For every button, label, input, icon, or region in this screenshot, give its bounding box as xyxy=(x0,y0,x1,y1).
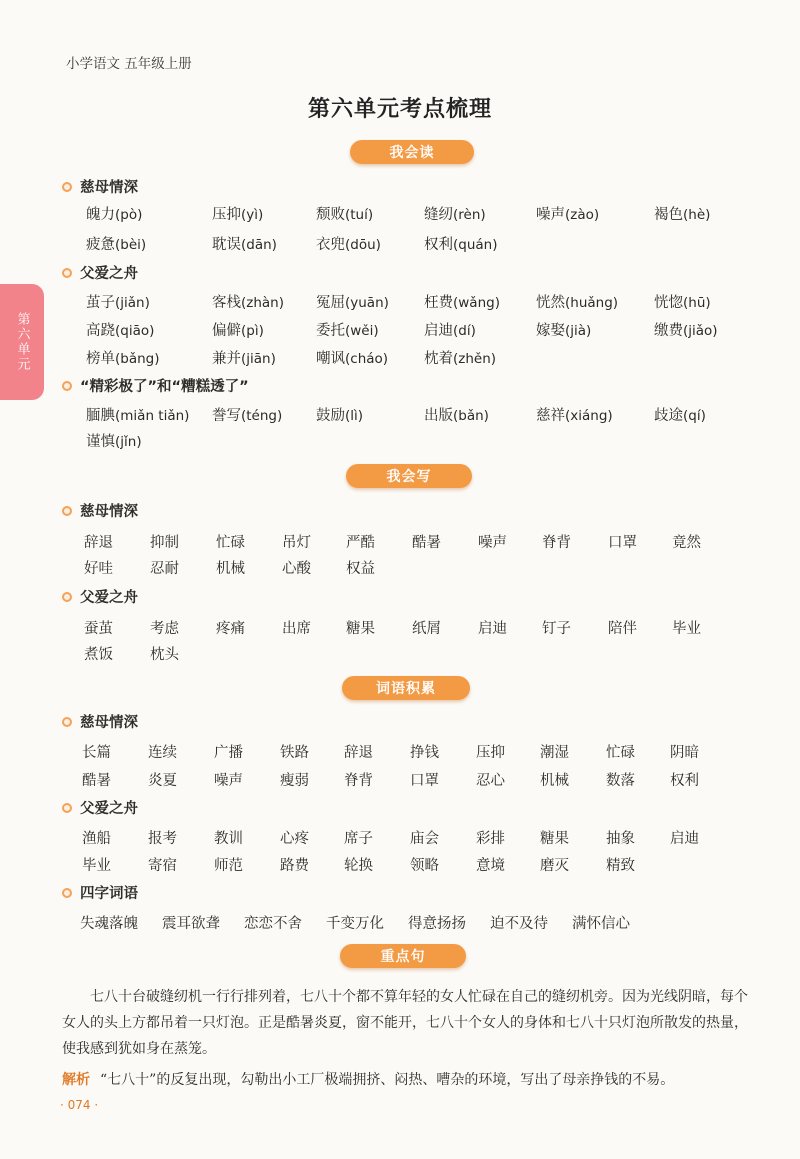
read-word-text: 疲惫 xyxy=(86,237,115,253)
read-word-text: 榜单 xyxy=(86,351,115,367)
read-word-text: 兼并 xyxy=(212,351,241,367)
read-word-text: 启迪 xyxy=(424,323,453,339)
write-word: 心酸 xyxy=(282,561,311,577)
vocab-word: 酷暑 xyxy=(82,773,111,789)
read-word-pinyin: (wǎng) xyxy=(453,295,500,311)
read-word-pinyin: (lì) xyxy=(345,408,364,424)
read-word xyxy=(86,347,160,368)
write-word: 枕头 xyxy=(150,647,179,663)
read-word xyxy=(212,404,282,425)
read-word xyxy=(654,404,706,425)
page-number: · 074 · xyxy=(60,1098,99,1112)
read-word xyxy=(654,203,710,224)
read-word-text: 缴费 xyxy=(654,323,683,339)
vocab-word: 忍心 xyxy=(476,773,505,789)
read-word xyxy=(424,404,489,425)
read-word xyxy=(536,319,591,340)
read-word-text: 恍然 xyxy=(536,295,565,311)
vocab-word: 彩排 xyxy=(476,831,505,847)
read-word xyxy=(654,319,718,340)
subhead-vocab-1: 慈母情深 xyxy=(62,711,138,732)
vocab-word: 磨灭 xyxy=(540,858,569,874)
read-word-pinyin: (zào) xyxy=(565,207,600,223)
read-word-pinyin: (jǐn) xyxy=(115,434,142,450)
read-word xyxy=(536,404,613,425)
vocab-word: 意境 xyxy=(476,858,505,874)
write-word: 考虑 xyxy=(150,621,179,637)
vocab-word: 庙会 xyxy=(410,831,439,847)
read-word-text: 客栈 xyxy=(212,295,241,311)
read-word-pinyin: (miǎn tiǎn) xyxy=(115,408,190,424)
write-word: 抑制 xyxy=(150,535,179,551)
read-word-text: 委托 xyxy=(316,323,345,339)
vocab-word: 教训 xyxy=(214,831,243,847)
write-word: 启迪 xyxy=(478,621,507,637)
read-word-pinyin: (pò) xyxy=(115,207,143,223)
read-word xyxy=(86,430,142,451)
vocab-word: 数落 xyxy=(606,773,635,789)
read-word-pinyin: (yuān) xyxy=(345,295,389,311)
idiom-word: 千变万化 xyxy=(326,916,384,932)
read-word xyxy=(424,291,500,312)
vocab-word: 报考 xyxy=(148,831,177,847)
read-word-pinyin: (jià) xyxy=(565,323,592,339)
write-word: 蚕茧 xyxy=(84,621,113,637)
read-word-pinyin: (bèi) xyxy=(115,237,147,253)
vocab-word: 轮换 xyxy=(344,858,373,874)
vocab-word: 精致 xyxy=(606,858,635,874)
subhead-read-2: 父爱之舟 xyxy=(62,262,138,283)
write-word: 煮饭 xyxy=(84,647,113,663)
read-word-text: 冤屈 xyxy=(316,295,345,311)
read-word-pinyin: (hū) xyxy=(683,295,711,311)
read-word xyxy=(424,319,476,340)
read-word xyxy=(424,233,498,254)
read-word xyxy=(316,233,381,254)
analysis-text: “七八十”的反复出现，勾勒出小工厂极端拥挤、闷热、嘈杂的环境，写出了母亲挣钱的不易。 xyxy=(100,1072,675,1088)
write-word: 口罩 xyxy=(608,535,637,551)
read-word-text: 衣兜 xyxy=(316,237,345,253)
analysis-label: 解析 xyxy=(62,1072,90,1088)
read-word-text: 茧子 xyxy=(86,295,115,311)
read-word xyxy=(536,291,618,312)
read-word xyxy=(316,203,373,224)
analysis xyxy=(62,1069,762,1089)
vocab-word: 连续 xyxy=(148,745,177,761)
vocab-word: 压抑 xyxy=(476,745,505,761)
write-word: 毕业 xyxy=(672,621,701,637)
read-word xyxy=(316,291,389,312)
vocab-word: 忙碌 xyxy=(606,745,635,761)
read-word xyxy=(86,233,146,254)
read-word-text: 魄力 xyxy=(86,207,115,223)
read-word-text: 枕着 xyxy=(424,351,453,367)
vocab-word: 挣钱 xyxy=(410,745,439,761)
read-word-pinyin: (dōu) xyxy=(345,237,381,253)
vocab-word: 机械 xyxy=(540,773,569,789)
vocab-word: 心疼 xyxy=(280,831,309,847)
write-word: 吊灯 xyxy=(282,535,311,551)
subhead-vocab-2: 父爱之舟 xyxy=(62,797,138,818)
vocab-word: 毕业 xyxy=(82,858,111,874)
idiom-word: 恋恋不舍 xyxy=(244,916,302,932)
bullet-icon xyxy=(62,381,72,391)
vocab-word: 师范 xyxy=(214,858,243,874)
read-word-text: 出版 xyxy=(424,408,453,424)
idiom-word: 迫不及待 xyxy=(490,916,548,932)
running-header: 小学语文 五年级上册 xyxy=(66,56,192,72)
write-word: 辞退 xyxy=(84,535,113,551)
read-word xyxy=(424,347,496,368)
bullet-icon xyxy=(62,717,72,727)
write-word: 脊背 xyxy=(542,535,571,551)
read-word-pinyin: (bǎn) xyxy=(453,408,489,424)
read-word-pinyin: (wěi) xyxy=(345,323,379,339)
bullet-icon xyxy=(62,592,72,602)
section-banner-vocab: 词语积累 xyxy=(342,676,470,700)
read-word-pinyin: (xiáng) xyxy=(565,408,613,424)
vocab-word: 阴暗 xyxy=(670,745,699,761)
read-word-text: 腼腆 xyxy=(86,408,115,424)
read-word-text: 鼓励 xyxy=(316,408,345,424)
read-word-text: 歧途 xyxy=(654,408,683,424)
read-word-text: 嫁娶 xyxy=(536,323,565,339)
read-word xyxy=(86,319,154,340)
read-word xyxy=(536,203,599,224)
read-word-text: 权利 xyxy=(424,237,453,253)
subhead-vocab-3: 四字词语 xyxy=(62,882,138,903)
write-word: 酷暑 xyxy=(412,535,441,551)
vocab-word: 长篇 xyxy=(82,745,111,761)
read-word-pinyin: (quán) xyxy=(453,237,498,253)
bullet-icon xyxy=(62,182,72,192)
vocab-word: 炎夏 xyxy=(148,773,177,789)
unit-side-tab: 第六单元 xyxy=(0,284,44,400)
read-word-text: 枉费 xyxy=(424,295,453,311)
write-word: 钉子 xyxy=(542,621,571,637)
read-word xyxy=(212,319,264,340)
read-word xyxy=(212,203,263,224)
read-word-text: 颓败 xyxy=(316,207,345,223)
write-word: 噪声 xyxy=(478,535,507,551)
read-word-pinyin: (zhěn) xyxy=(453,351,497,367)
key-sentence: 七八十台破缝纫机一行行排列着，七八十个都不算年轻的女人忙碌在自己的缝纫机旁。因为光线阴暗，每个女人的头上方都吊着一只灯泡。正是酷暑炎夏，窗不能开，七八十个女人的身体和七八十只灯泡所散发的热量，使我感到犹如身在蒸笼。 xyxy=(62,989,748,1057)
read-word-pinyin: (rèn) xyxy=(453,207,486,223)
read-word-pinyin: (hè) xyxy=(683,207,711,223)
read-word-text: 耽误 xyxy=(212,237,241,253)
section-banner-write: 我会写 xyxy=(346,464,472,488)
write-word: 忙碌 xyxy=(216,535,245,551)
page-title: 第六单元考点梳理 xyxy=(307,97,492,122)
section-banner-read: 我会读 xyxy=(350,140,474,164)
write-word: 出席 xyxy=(282,621,311,637)
idiom-word: 满怀信心 xyxy=(572,916,630,932)
read-word-pinyin: (yì) xyxy=(241,207,264,223)
write-word: 权益 xyxy=(346,561,375,577)
read-word xyxy=(212,291,284,312)
write-word: 糖果 xyxy=(346,621,375,637)
vocab-word: 脊背 xyxy=(344,773,373,789)
write-word: 忍耐 xyxy=(150,561,179,577)
read-word-text: 慈祥 xyxy=(536,408,565,424)
vocab-word: 寄宿 xyxy=(148,858,177,874)
vocab-word: 领略 xyxy=(410,858,439,874)
read-word-text: 高跷 xyxy=(86,323,115,339)
read-word-pinyin: (bǎng) xyxy=(115,351,160,367)
read-word-pinyin: (zhàn) xyxy=(241,295,285,311)
read-word-pinyin: (téng) xyxy=(241,408,283,424)
write-word: 陪伴 xyxy=(608,621,637,637)
vocab-word: 铁路 xyxy=(280,745,309,761)
read-word xyxy=(316,404,363,425)
read-word xyxy=(424,203,486,224)
read-word xyxy=(316,347,388,368)
vocab-word: 瘦弱 xyxy=(280,773,309,789)
read-word-pinyin: (jiān) xyxy=(241,351,276,367)
read-word-text: 噪声 xyxy=(536,207,565,223)
vocab-word: 潮湿 xyxy=(540,745,569,761)
vocab-word: 广播 xyxy=(214,745,243,761)
read-word-pinyin: (qí) xyxy=(683,408,706,424)
vocab-word: 启迪 xyxy=(670,831,699,847)
read-word-pinyin: (dí) xyxy=(453,323,476,339)
bullet-icon xyxy=(62,888,72,898)
read-word-text: 誊写 xyxy=(212,408,241,424)
write-word: 机械 xyxy=(216,561,245,577)
read-word-pinyin: (cháo) xyxy=(345,351,389,367)
subhead-read-3: “精彩极了”和“糟糕透了” xyxy=(62,375,249,396)
subhead-read-1: 慈母情深 xyxy=(62,176,138,197)
vocab-word: 抽象 xyxy=(606,831,635,847)
write-word: 严酷 xyxy=(346,535,375,551)
section-banner-key: 重点句 xyxy=(340,944,466,968)
read-word xyxy=(86,404,189,425)
write-word: 竟然 xyxy=(672,535,701,551)
vocab-word: 渔船 xyxy=(82,831,111,847)
read-word xyxy=(212,347,276,368)
bullet-icon xyxy=(62,506,72,516)
vocab-word: 席子 xyxy=(344,831,373,847)
subhead-write-1: 慈母情深 xyxy=(62,500,138,521)
vocab-word: 路费 xyxy=(280,858,309,874)
read-word-pinyin: (qiāo) xyxy=(115,323,155,339)
read-word-text: 缝纫 xyxy=(424,207,453,223)
vocab-word: 噪声 xyxy=(214,773,243,789)
read-word-pinyin: (jiǎn) xyxy=(115,295,150,311)
vocab-word: 口罩 xyxy=(410,773,439,789)
read-word-text: 嘲讽 xyxy=(316,351,345,367)
subhead-write-2: 父爱之舟 xyxy=(62,586,138,607)
vocab-word: 辞退 xyxy=(344,745,373,761)
write-word: 疼痛 xyxy=(216,621,245,637)
bullet-icon xyxy=(62,803,72,813)
read-word-pinyin: (tuí) xyxy=(345,207,374,223)
read-word xyxy=(316,319,379,340)
write-word: 好哇 xyxy=(84,561,113,577)
read-word-text: 偏僻 xyxy=(212,323,241,339)
read-word-pinyin: (jiǎo) xyxy=(683,323,718,339)
read-word-text: 压抑 xyxy=(212,207,241,223)
idiom-word: 震耳欲聋 xyxy=(162,916,220,932)
bullet-icon xyxy=(62,268,72,278)
write-word: 纸屑 xyxy=(412,621,441,637)
read-word-pinyin: (pì) xyxy=(241,323,264,339)
read-word xyxy=(654,291,711,312)
read-word-text: 谨慎 xyxy=(86,434,115,450)
read-word xyxy=(86,203,142,224)
read-word xyxy=(86,291,150,312)
read-word-text: 褐色 xyxy=(654,207,683,223)
read-word-text: 恍惚 xyxy=(654,295,683,311)
idiom-word: 失魂落魄 xyxy=(80,916,138,932)
read-word-pinyin: (dān) xyxy=(241,237,277,253)
read-word-pinyin: (huǎng) xyxy=(565,295,619,311)
vocab-word: 糖果 xyxy=(540,831,569,847)
read-word xyxy=(212,233,277,254)
vocab-word: 权利 xyxy=(670,773,699,789)
idiom-word: 得意扬扬 xyxy=(408,916,466,932)
